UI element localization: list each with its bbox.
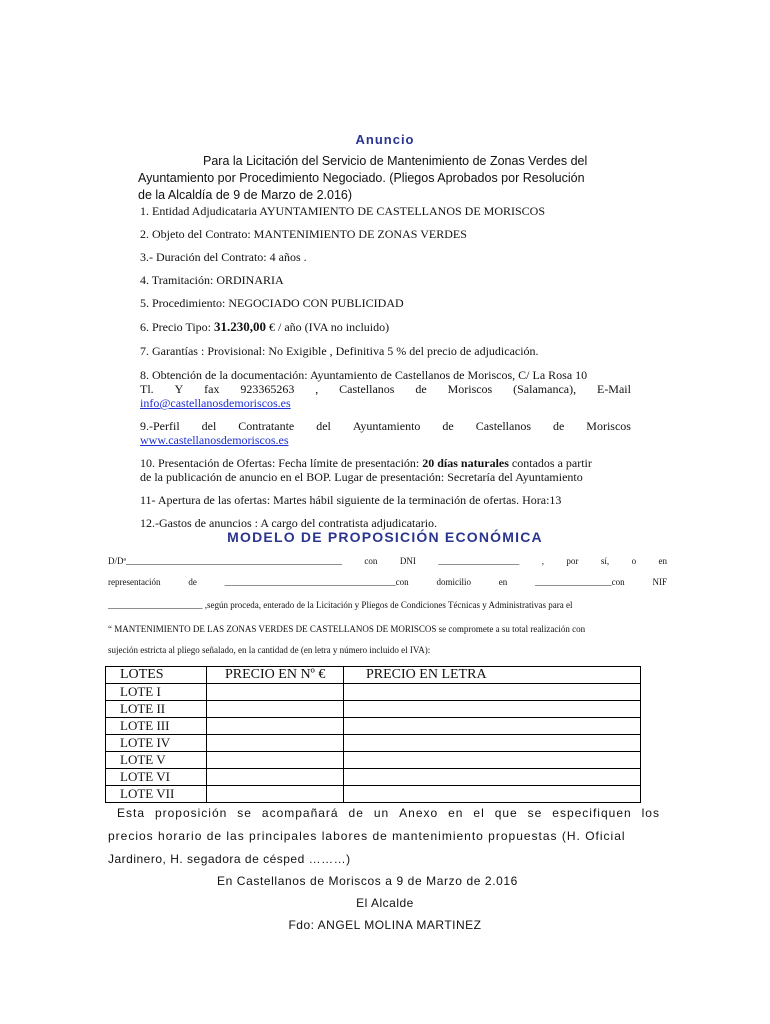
precio-letra-cell[interactable] bbox=[344, 786, 641, 803]
anexo-line-2: precios horario de las principales labores de mantenimiento propuestas (H. Oficial bbox=[108, 829, 626, 843]
form-line-1-word: __________________ bbox=[438, 556, 520, 566]
signature: Fdo: ANGEL MOLINA MARTINEZ bbox=[288, 918, 482, 932]
form-line-1-word: DNI bbox=[399, 556, 416, 566]
intro-line-1: Para la Licitación del Servicio de Mantenimiento de Zonas Verdes del bbox=[203, 154, 588, 168]
perfil-word: del bbox=[316, 419, 331, 433]
form-line-1-word: o bbox=[631, 556, 637, 566]
table-row bbox=[106, 769, 641, 786]
form-line-2 bbox=[108, 577, 667, 587]
item-obtencion-line-1: 8. Obtención de la documentación: Ayuntamiento de Castellanos de Moriscos, C/ La Rosa 10 bbox=[140, 368, 588, 382]
perfil-word: de bbox=[552, 419, 565, 433]
form-line-1-word: con bbox=[364, 556, 378, 566]
anexo-word: se bbox=[237, 806, 252, 820]
form-line-5: sujeción estricta al pliego señalado, en la cantidad de (en letra y número incluido el IVA): bbox=[108, 645, 431, 655]
lote-label: LOTE III bbox=[106, 718, 207, 735]
email-link[interactable]: info@castellanosdemoriscos.es bbox=[140, 396, 291, 410]
item-presentacion-line-2: de la publicación de anuncio en el BOP. Lugar de presentación: Secretaría del Ayuntamiento bbox=[140, 470, 583, 484]
form-line-1-word: sí, bbox=[600, 556, 610, 566]
table-row bbox=[106, 718, 641, 735]
precio-numero-cell[interactable] bbox=[207, 752, 344, 769]
table-row bbox=[106, 701, 641, 718]
anexo-word: que bbox=[494, 806, 518, 820]
precio-numero-cell[interactable] bbox=[207, 735, 344, 752]
modelo-title: MODELO DE PROPOSICIÓN ECONÓMICA bbox=[227, 529, 543, 545]
item-obtencion-line-2 bbox=[140, 382, 631, 397]
precio-numero-cell[interactable] bbox=[207, 786, 344, 803]
form-line-1-word: por bbox=[566, 556, 579, 566]
obtencion-word: de bbox=[415, 382, 427, 396]
item-duracion: 3.- Duración del Contrato: 4 años . bbox=[140, 250, 307, 264]
precio-letra-cell[interactable] bbox=[344, 752, 641, 769]
form-line-3: _____________________ ,según proceda, enterado de la Licitación y Pliegos de Condiciones Técnicas y Administrativas para el bbox=[108, 600, 573, 610]
perfil-word: Ayuntamiento bbox=[352, 419, 421, 433]
precio-letra-cell[interactable] bbox=[344, 735, 641, 752]
item-precio-tipo bbox=[140, 319, 389, 335]
obtencion-word: Tl. bbox=[140, 382, 154, 396]
anexo-line-1 bbox=[117, 806, 660, 820]
form-line-2-word: de bbox=[188, 577, 197, 587]
intro-line-2: Ayuntamiento por Procedimiento Negociado. (Pliegos Aprobados por Resolución bbox=[138, 171, 585, 185]
perfil-word: de bbox=[442, 419, 454, 433]
item-entidad: 1. Entidad Adjudicataria AYUNTAMIENTO DE CASTELLANOS DE MORISCOS bbox=[140, 204, 546, 218]
table-row bbox=[106, 752, 641, 769]
header-precio-letra: PRECIO EN LETRA bbox=[344, 667, 641, 684]
form-line-4: “ MANTENIMIENTO DE LAS ZONAS VERDES DE CASTELLANOS DE MORISCOS se compromete a su total realización con bbox=[108, 624, 586, 634]
header-precio-numero: PRECIO EN Nº € bbox=[207, 667, 344, 684]
place-date: En Castellanos de Moriscos a 9 de Marzo de 2.016 bbox=[217, 874, 518, 888]
perfil-word: Moriscos bbox=[586, 419, 631, 433]
obtencion-word: E-Mail bbox=[596, 382, 631, 396]
precio-amount: 31.230,00 bbox=[214, 319, 267, 334]
lote-label: LOTE IV bbox=[106, 735, 207, 752]
precio-letra-cell[interactable] bbox=[344, 769, 641, 786]
form-line-2-word: domicilio bbox=[436, 577, 471, 587]
form-line-1-word: D/Dª________________________________________________ bbox=[108, 556, 342, 566]
obtencion-word: fax bbox=[204, 382, 220, 396]
obtencion-word: Moriscos bbox=[447, 382, 493, 396]
precio-numero-cell[interactable] bbox=[207, 769, 344, 786]
anexo-word: un bbox=[373, 806, 390, 820]
precio-numero-cell[interactable] bbox=[207, 701, 344, 718]
perfil-word: 9.-Perfil bbox=[140, 419, 180, 433]
obtencion-word: (Salamanca), bbox=[513, 382, 577, 396]
precio-suffix: € / año (IVA no incluido) bbox=[266, 320, 390, 334]
anexo-word: acompañará bbox=[261, 806, 339, 820]
precio-numero-cell[interactable] bbox=[207, 718, 344, 735]
lote-label: LOTE II bbox=[106, 701, 207, 718]
table-header-row bbox=[106, 667, 641, 684]
lote-label: LOTE V bbox=[106, 752, 207, 769]
form-line-1 bbox=[108, 556, 667, 566]
presentacion-days: 20 días naturales bbox=[422, 456, 509, 470]
item-apertura: 11- Apertura de las ofertas: Martes hábil siguiente de la terminación de ofertas. Hora:13 bbox=[140, 493, 562, 507]
presentacion-suffix: contados a partir bbox=[508, 456, 592, 470]
obtencion-word: , bbox=[315, 382, 319, 396]
presentacion-label: 10. Presentación de Ofertas: Fecha límite de presentación: bbox=[140, 456, 423, 470]
form-line-2-word: en bbox=[498, 577, 508, 587]
web-link[interactable]: www.castellanosdemoriscos.es bbox=[140, 433, 289, 447]
signer-role: El Alcalde bbox=[356, 896, 414, 910]
item-garantias: 7. Garantías : Provisional: No Exigible , Definitiva 5 % del precio de adjudicación. bbox=[140, 344, 539, 358]
form-line-1-word: en bbox=[658, 556, 667, 566]
page-title: Anuncio bbox=[355, 132, 415, 147]
perfil-word: Contratante bbox=[238, 419, 295, 433]
perfil-word: Castellanos bbox=[475, 419, 532, 433]
item-objeto: 2. Objeto del Contrato: MANTENIMIENTO DE ZONAS VERDES bbox=[140, 227, 467, 241]
intro-line-3: de la Alcaldía de 9 de Marzo de 2.016) bbox=[138, 188, 353, 202]
precio-numero-cell[interactable] bbox=[207, 684, 344, 701]
lote-label: LOTE I bbox=[106, 684, 207, 701]
lote-label: LOTE VI bbox=[106, 769, 207, 786]
item-procedimiento: 5. Procedimiento: NEGOCIADO CON PUBLICIDAD bbox=[140, 296, 404, 310]
anexo-word: especifiquen bbox=[552, 806, 632, 820]
obtencion-word: 923365263 bbox=[240, 382, 295, 396]
perfil-word: del bbox=[201, 419, 217, 433]
lotes-table bbox=[105, 666, 641, 803]
form-line-2-word: _________________con bbox=[535, 577, 625, 587]
precio-letra-cell[interactable] bbox=[344, 684, 641, 701]
form-line-2-word: ______________________________________con bbox=[224, 577, 409, 587]
item-gastos: 12.-Gastos de anuncios : A cargo del contratista adjudicatario. bbox=[140, 516, 438, 530]
anexo-word: Anexo bbox=[399, 806, 439, 820]
table-row bbox=[106, 786, 641, 803]
anexo-word: el bbox=[473, 806, 485, 820]
anexo-word: en bbox=[448, 806, 464, 820]
precio-letra-cell[interactable] bbox=[344, 718, 641, 735]
header-lotes: LOTES bbox=[106, 667, 207, 684]
anexo-word: proposición bbox=[154, 806, 228, 820]
anexo-word: de bbox=[348, 806, 364, 820]
form-line-2-word: representación bbox=[108, 577, 161, 587]
precio-label: 6. Precio Tipo: bbox=[140, 320, 215, 334]
obtencion-word: Y bbox=[174, 382, 184, 396]
anexo-word: los bbox=[641, 806, 660, 820]
table-row bbox=[106, 735, 641, 752]
item-tramitacion: 4. Tramitación: ORDINARIA bbox=[140, 273, 284, 287]
form-line-1-word: , bbox=[541, 556, 544, 566]
obtencion-word: Castellanos bbox=[339, 382, 395, 396]
lote-label: LOTE VII bbox=[106, 786, 207, 803]
item-perfil bbox=[140, 419, 631, 434]
precio-letra-cell[interactable] bbox=[344, 701, 641, 718]
item-presentacion-line-1 bbox=[140, 456, 592, 471]
anexo-word: Esta bbox=[117, 806, 146, 820]
anexo-line-3: Jardinero, H. segadora de césped ………) bbox=[108, 852, 351, 866]
form-line-2-word: NIF bbox=[652, 577, 667, 587]
anexo-word: se bbox=[527, 806, 543, 820]
table-row bbox=[106, 684, 641, 701]
